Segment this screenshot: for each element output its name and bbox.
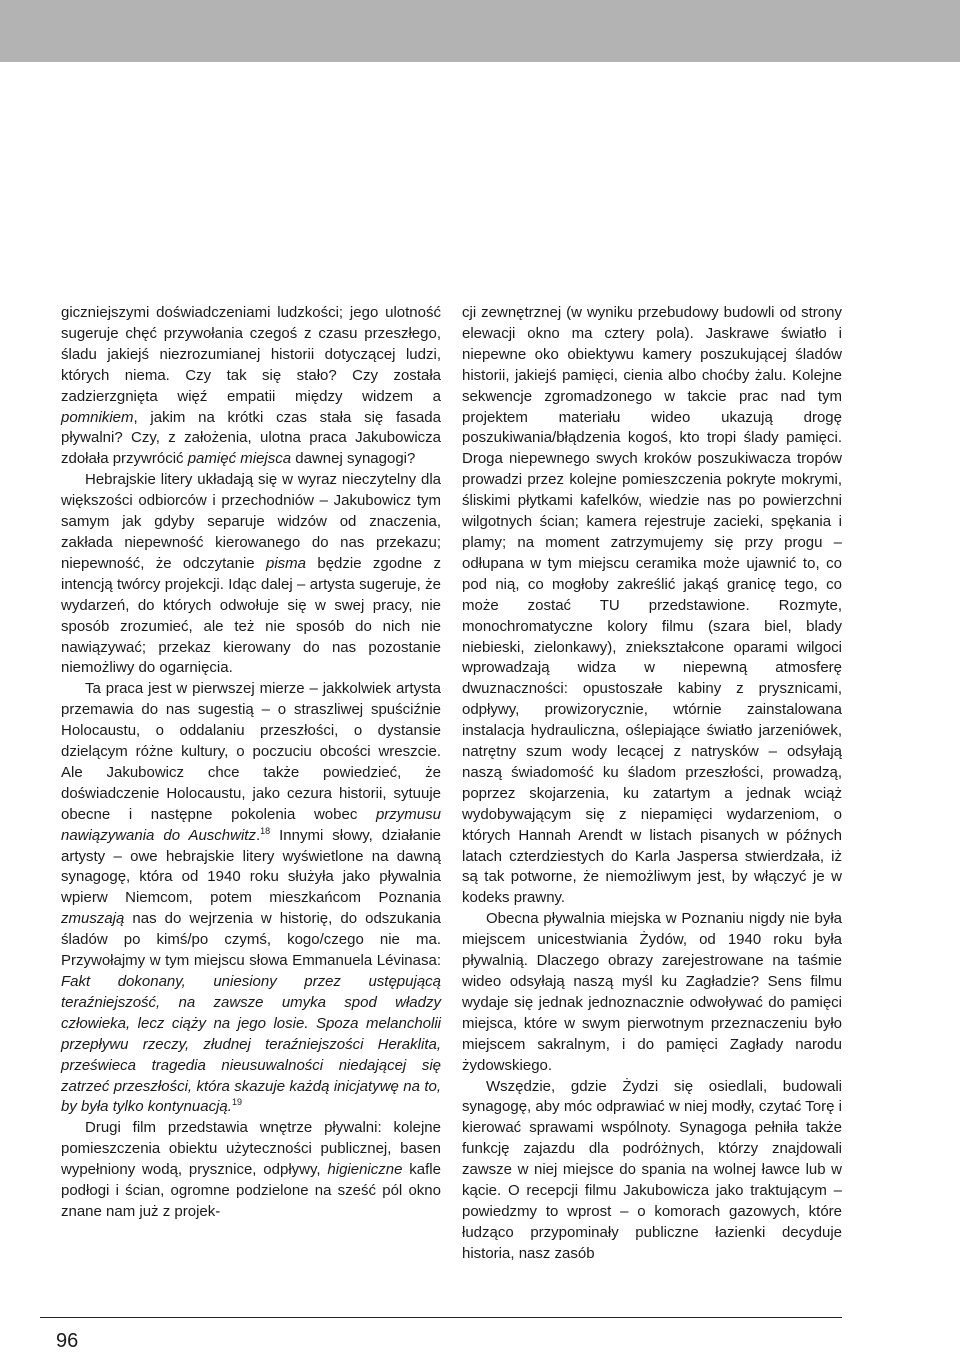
text-run: Drugi film przedstawia wnętrze pływalni: kolejne pomieszczenia obiektu użyteczności publicznej, basen wypełniony wodą, prysznice, odpływy, [61,1119,441,1179]
emphasis-text: pamięć miejsca [187,450,292,468]
emphasis-text: Fakt dokonany, uniesiony przez ustępującą teraźniejszość, na zawsze umyka spod władzy człowieka, lecz ciąży na jego losie. Spoza melancholii przepływu rzeczy, złudnej teraźniejszości Heraklita, prześwieca tragedia nieusuwalności niedającej się zatrzeć przeszłości, która skazuje każdą inicjatywę na to, by była tylko kontynuacją. [61,973,441,1116]
text-run: kafle podłogi i ścian, ogromne podzielone na sześć pól okno znane nam już z projek- [61,1161,441,1220]
paragraph [61,470,441,679]
header-band [0,0,960,62]
footer-rule [40,1317,842,1318]
text-run: nas do wejrzenia w historię, do odszukania śladów po kimś/po czymś, kogo/czego nie ma. Przywołajmy w tym miejscu słowa Emmanuela Lévinasa: [61,910,441,970]
emphasis-text: pomnikiem [61,408,134,426]
page-number: 96 [56,1330,79,1352]
paragraph [61,1118,441,1223]
text-run: Wszędzie, gdzie Żydzi się osiedlali, budowali synagogę, aby móc odprawiać w niej modły, czytać Torę i kierować sprawami wspólnoty. Synagoga pełniła także funkcję zajazdu dla podróżnych, którzy znajdowali zawsze w niej miejsce do spania na wolnej ławce lub w kącie. O recepcji filmu Jakubowicza jako traktującym – powiedzmy to wprost – o komorach gazowych, które łudząco przypominały publiczne łazienki decyduje historia, nasz zasób [462,1077,842,1262]
text-run: Innymi słowy, działanie artysty – owe hebrajskie litery wyświetlone na dawną synagogę, która od 1940 roku służyła jako pływalnia wpierw Niemcom, potem mieszkańcom Poznania [61,826,441,907]
text-run: Ta praca jest w pierwszej mierze – jakkolwiek artysta przemawia do nas sugestią – o straszliwej spuściźnie Holocaustu, o oddalaniu przeszłości, o dystansie dzielącym różne kultury, o poczuciu obcości wreszcie. Ale Jakubowicz chce także powiedzieć, że doświadczenie Holocaustu, jako cezura historii, sytuuje obecne i następne pokolenia wobec [61,680,441,823]
text-run: Hebrajskie litery układają się w wyraz nieczytelny dla większości odbiorców i przechodniów – Jakubowicz tym samym jak gdyby separuje widzów od znaczenia, zakłada niepewność kierowanego do nas przekazu; niepewność, że odczytanie [61,471,441,572]
paragraph [462,303,842,909]
text-column-right [462,303,842,1265]
emphasis-text: higieniczne [327,1161,403,1179]
emphasis-text: pisma [266,554,307,572]
paragraph [462,1077,842,1265]
text-run: będzie zgodne z intencją twórcy projekcji. Idąc dalej – artysta sugeruje, że wydarzeń, do których odwołuje się w swej pracy, nie sposób zrozumieć, ale też nie sposób do nich nie nawiązywać; przekaz kierowany do nas pozostanie niemożliwy do ogarnięcia. [61,554,441,677]
text-run: Obecna pływalnia miejska w Poznaniu nigdy nie była miejscem unicestwiania Żydów, od 1940 roku była pływalnią. Dlaczego obrazy zarejestrowane na taśmie wideo odsyłają naszą myśl ku Zagładzie? Sens filmu wydaje się jednak jednoznacznie odwoływać do pamięci miejsca, które w swym pierwotnym przeznaczeniu było miejscem sakralnym, i do pamięci Zagłady narodu żydowskiego. [462,910,842,1074]
paragraph [462,909,842,1076]
text-run: , jakim na krótki czas stała się fasada pływalni? Czy, z założenia, ulotna praca Jakubowicza zdołała przywrócić [61,408,441,468]
text-run: cji zewnętrznej (w wyniku przebudowy budowli od strony elewacji okno ma cztery pola). Jaskrawe światło i niepewne oko obiektywu kamery poszukującej śladów historii, jakiejś pamięci, cienia albo choćby żalu. Kolejne sekwencje zgromadzonego w takcie prac nad tym projektem materiału wideo ukazują drogę poszukiwania/błądzenia kogoś, kto tropi ślady pamięci. Droga niepewnego swych kroków poszukiwacza tropów prowadzi przez kolejne pomieszczenia pokryte mokrymi, śliskimi płytkami kafelków, wiedzie nas po powierzchni wilgotnych ścian; kamera rejestruje zacieki, spękania i plamy; na moment zatrzymujemy się przy progu – odłupana w tym miejscu ceramika może ujawnić to, co pod nią, co mogłoby zakreślić jakąś granicę tego, co może zostać TU przedstawione. Rozmyte, monochromatyczne kolory filmu (szara biel, blady niebieski, zielonkawy), zniekształcone oparami wilgoci wprowadzają widza w niepewną atmosferę dwuznaczności: opustoszałe kabiny z prysznicami, odpływy, prowizorycznie, wtórnie zainstalowana instalacja hydrauliczna, oślepiające światło jarzeniówek, natrętny szum wody lecącej z natrysków – odsyłają naszą świadomość ku śladom przeszłości, prowadzą, poprzez skojarzenia, ku zatartym a jednak wciąż wydobywającym się z niepamięci wydarzeniom, o których Hannah Arendt w listach pisanych w późnych latach czterdziestych do Karla Jaspersa stwierdzała, iż są tak potworne, że niemożliwym jest, by włączyć je w kodeks prawny. [462,304,842,907]
text-run: dawnej synagogi? [291,450,416,468]
emphasis-text: zmuszają [61,910,125,928]
paragraph [61,303,441,470]
emphasis-text: przymusu nawiązywania do Auschwitz [61,805,441,844]
text-run: . [255,826,261,844]
footnote-marker: 19 [231,1097,242,1108]
text-column-left [61,303,441,1223]
footnote-marker: 18 [260,825,271,836]
text-run: giczniejszymi doświadczeniami ludzkości; jego ulotność sugeruje chęć przywołania czegoś z czasu przeszłego, śladu jakiejś niezrozumianej historii dotyczącej ludzi, których niema. Czy tak się stało? Czy została zadzierzgnięta więź empatii między widzem a [61,304,441,405]
paragraph [61,679,441,1118]
